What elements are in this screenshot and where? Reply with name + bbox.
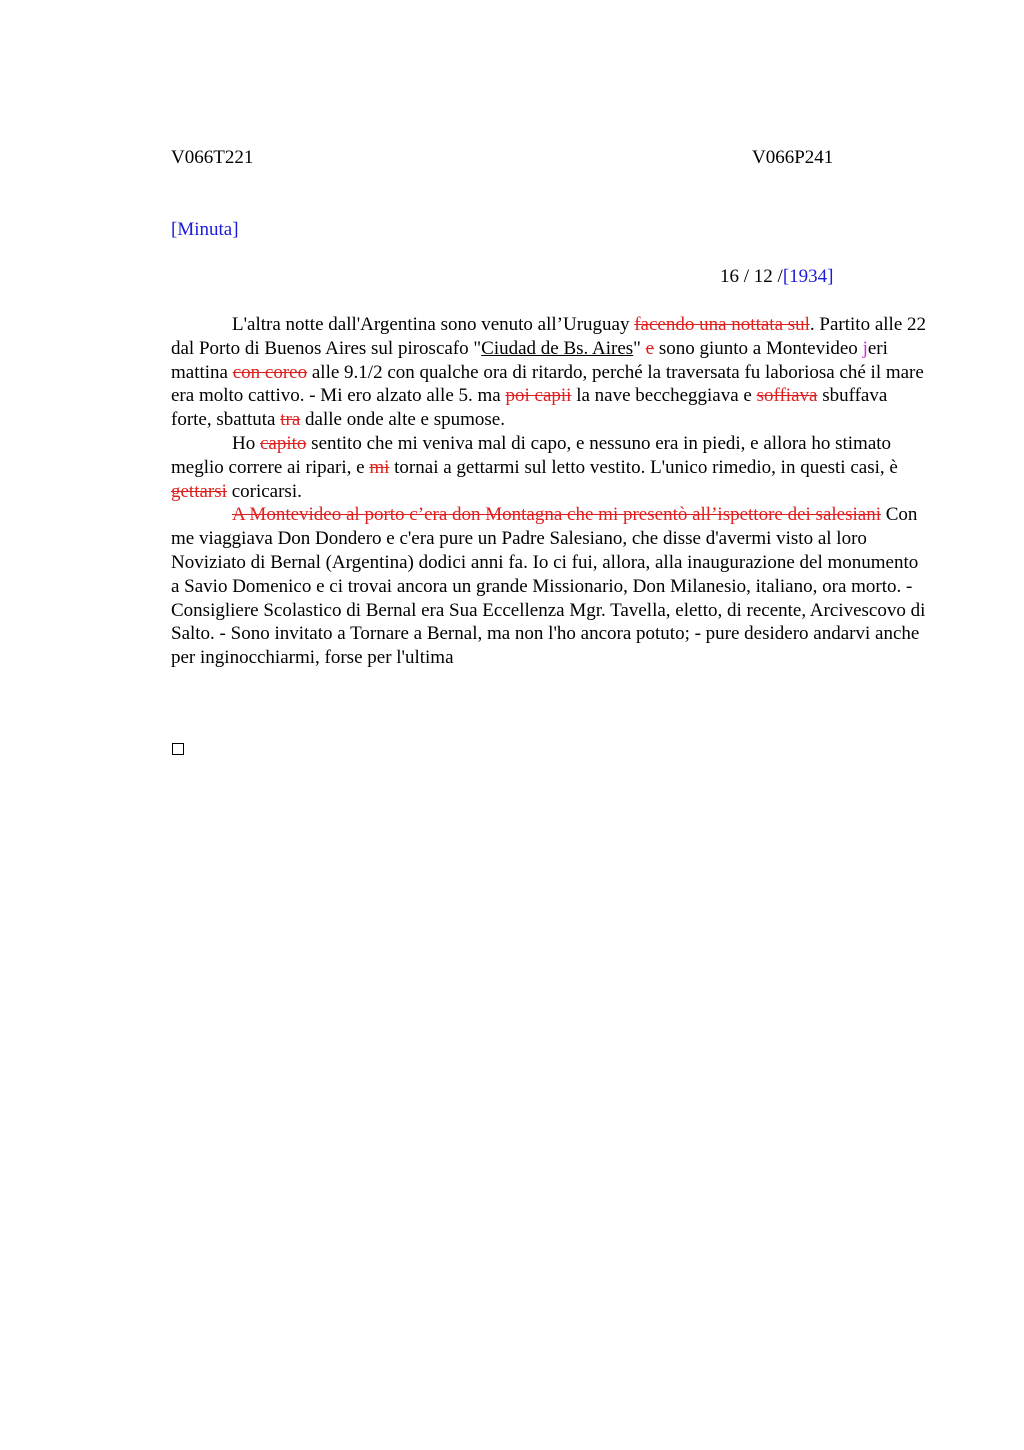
text-segment: L'altra notte dall'Argentina sono venuto all’Uruguay: [232, 314, 635, 335]
checkbox-square-icon: [172, 743, 184, 755]
text-segment: eri mattina: [171, 337, 888, 383]
text-segment: sono giunto a Montevideo: [654, 337, 863, 359]
text-segment: alle 9.1/2 con qualche ora di ritardo, perché la traversata fu laboriosa ché il mare era molto cattivo. - Mi ero alzato alle 5. ma: [171, 361, 924, 407]
text-segment: sentito che mi veniva mal di capo, e nessuno era in piedi, e allora ho stimato meglio correre ai ripari, e: [171, 432, 892, 478]
text-segment: ": [633, 337, 646, 359]
document-code-right: V066P241: [752, 147, 834, 168]
minuta-label: [Minuta]: [171, 219, 239, 240]
deleted-text: con coreo: [232, 361, 308, 383]
text-segment: sbuffava forte, sbattuta: [171, 385, 888, 431]
text-segment: Ho: [232, 432, 260, 454]
ship-name: Ciudad de Bs. Aires: [481, 337, 634, 359]
text-segment: . Partito alle 22 dal Porto di Buenos Aires sul piroscafo ": [171, 314, 927, 359]
deleted-text: e: [645, 337, 655, 359]
text-segment: dalle onde alte e spumose.: [300, 409, 505, 431]
deleted-text: mi: [369, 456, 390, 478]
paragraph-2: [171, 432, 931, 503]
deleted-text: gettarsi: [171, 480, 227, 502]
deleted-text: tra: [280, 409, 301, 431]
deleted-text: poi capii: [505, 385, 572, 407]
text-segment: Con me viaggiava Don Dondero e c'era pure un Padre Salesiano, che disse d'avermi visto al loro Noviziato di Bernal (Argentina) dodici anni fa. Io ci fui, allora, alla inaugurazione del monumento a Savio Domenico e ci trovai ancora un grande Missionario, Don Milanesio, italiano, ora morto. - Consigliere Scolastico di Bernal era Sua Eccellenza Mgr. Tavella, eletto, di recente, Arcivescovo di Salto. - Sono invitato a Tornare a Bernal, ma non l'ho ancora potuto; - pure desidero andarvi anche per inginocchiarmi, forse per l'ultima: [171, 504, 926, 669]
deleted-text: A Montevideo al porto c’era don Montagna che mi presentò all’ispettore dei salesiani: [232, 504, 881, 526]
document-code-left: V066T221: [171, 147, 254, 168]
date-day-month: 16 / 12 /: [720, 266, 783, 287]
paragraph-1: [171, 313, 931, 432]
text-segment: coricarsi.: [226, 480, 302, 502]
letter-date: [720, 266, 833, 288]
paragraph-3: [171, 503, 931, 670]
letter-body: [171, 313, 931, 670]
deleted-text: capito: [259, 432, 307, 454]
date-year: [1934]: [782, 266, 834, 287]
text-segment: tornai a gettarmi sul letto vestito. L'unico rimedio, in questi casi, è: [389, 456, 898, 478]
deleted-text: soffiava: [756, 385, 818, 407]
deleted-text: facendo una nottata sul: [634, 314, 810, 335]
inserted-text: j: [862, 337, 868, 359]
text-segment: la nave beccheggiava e: [571, 385, 757, 407]
